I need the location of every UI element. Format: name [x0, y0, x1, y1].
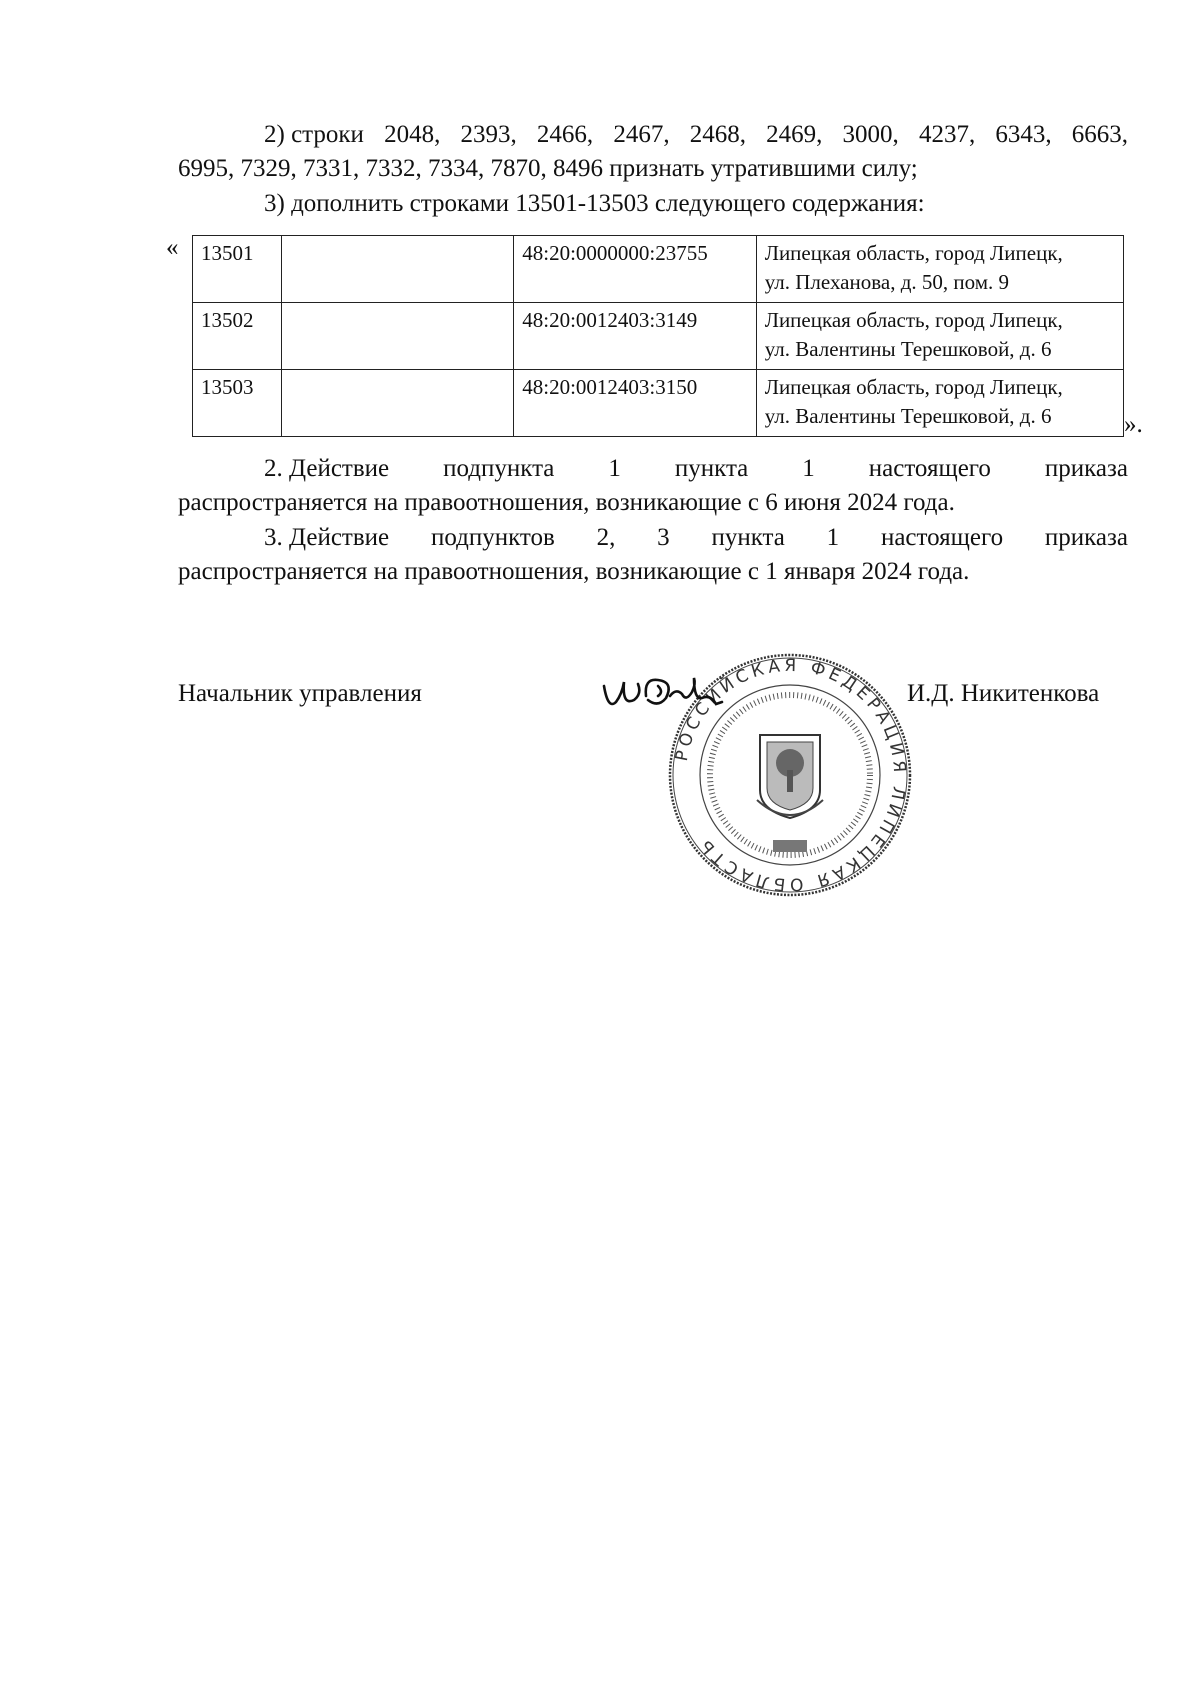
table-row: [193, 370, 1124, 437]
row-number-cell: 13502: [193, 303, 282, 370]
closing-quote: ».: [1124, 411, 1143, 438]
address-line-2: ул. Плеханова, д. 50, пом. 9: [764, 270, 1010, 294]
address-line-1: Липецкая область, город Липецк,: [764, 241, 1063, 265]
cadastral-number-cell: 48:20:0012403:3149: [514, 303, 756, 370]
handwritten-signature: [598, 666, 728, 726]
table-row: [193, 303, 1124, 370]
item-2-paragraph: [178, 118, 1128, 186]
address-line-1: Липецкая область, город Липецк,: [764, 375, 1063, 399]
clause-2-paragraph: [178, 452, 1128, 520]
empty-cell: [282, 303, 514, 370]
item-2-line-1: 2) строки 2048, 2393, 2466, 2467, 2468, 2469, 3000, 4237, 6343, 6663,: [264, 121, 1128, 148]
records-table: [192, 235, 1124, 437]
opening-quote: «: [166, 234, 179, 261]
cadastral-number-cell: 48:20:0000000:23755: [514, 236, 756, 303]
clause-3-paragraph: [178, 521, 1128, 589]
address-cell: [756, 236, 1123, 303]
clause-2-line-2: распространяется на правоотношения, возникающие с 6 июня 2024 года.: [178, 489, 955, 516]
item-3-paragraph: 3) дополнить строками 13501-13503 следующего содержания:: [264, 190, 925, 217]
cadastral-number-cell: 48:20:0012403:3150: [514, 370, 756, 437]
address-line-1: Липецкая область, город Липецк,: [764, 308, 1063, 332]
clause-3-line-1: 3. Действие подпунктов 2, 3 пункта 1 настоящего приказа: [264, 524, 1128, 551]
address-cell: [756, 370, 1123, 437]
table-row: [193, 236, 1124, 303]
signatory-name: И.Д. Никитенкова: [907, 680, 1100, 707]
empty-cell: [282, 236, 514, 303]
coat-of-arms-emblem: [757, 735, 823, 852]
signatory-title: Начальник управления: [178, 680, 422, 707]
stamp-outer-text: РОССИЙСКАЯ ФЕДЕРАЦИЯ ЛИПЕЦКАЯ ОБЛАСТЬ: [671, 655, 910, 895]
address-line-2: ул. Валентины Терешковой, д. 6: [764, 404, 1052, 428]
address-line-2: ул. Валентины Терешковой, д. 6: [764, 337, 1052, 361]
row-number-cell: 13503: [193, 370, 282, 437]
item-2-line-2: 6995, 7329, 7331, 7332, 7334, 7870, 8496 признать утратившими силу;: [178, 155, 918, 182]
address-cell: [756, 303, 1123, 370]
clause-3-line-2: распространяется на правоотношения, возникающие с 1 января 2024 года.: [178, 558, 970, 585]
row-number-cell: 13501: [193, 236, 282, 303]
clause-2-line-1: 2. Действие подпункта 1 пункта 1 настоящего приказа: [264, 455, 1128, 482]
empty-cell: [282, 370, 514, 437]
